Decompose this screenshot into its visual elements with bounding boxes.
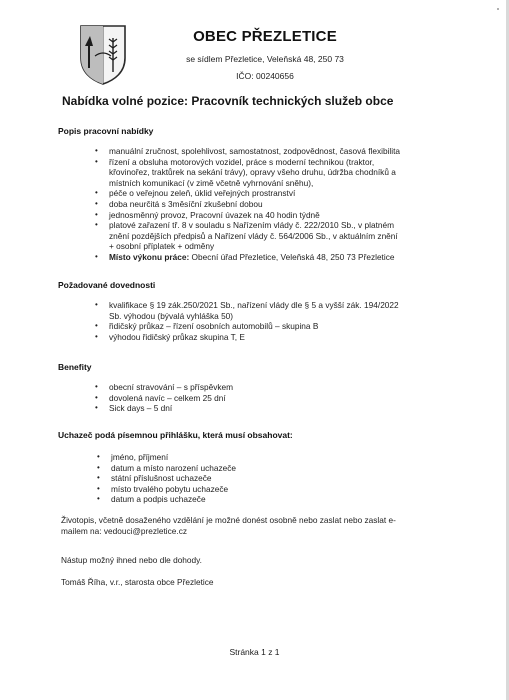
list-item: • řidičský průkaz – řízení osobních automobilů – skupina B [95, 321, 319, 332]
list-item: • jméno, příjmení [97, 452, 169, 462]
list-item-continuation: + osobní příplatek + odměny [109, 241, 215, 252]
prihlaska-list [97, 452, 467, 505]
bullet-icon: • [95, 331, 98, 341]
bullet-icon: • [95, 403, 98, 413]
bullet-icon: • [95, 146, 98, 155]
section-heading-dovednosti: Požadované dovednosti [58, 280, 156, 290]
cv-instructions [61, 515, 441, 537]
list-item-continuation: místních komunikací (v zimě včetně vyhrnování sněhu), [109, 177, 314, 188]
list-item: • výhodou řidičský průkaz skupina T, E [95, 331, 245, 342]
list-item: • obecní stravování – s příspěvkem [95, 382, 234, 392]
letterhead [150, 28, 380, 81]
list-item: • řízení a obsluha motorových vozidel, práce s moderní technikou (traktor, [95, 156, 375, 167]
section-heading-benefity: Benefity [58, 362, 92, 372]
list-item-continuation: křovinořez, traktůrek na sekání trávy), opravy všeho druhu, údržba chodníků a [109, 167, 396, 178]
bullet-icon: • [95, 188, 98, 198]
cv-line-1: Životopis, včetně dosaženého vzdělání je možné donést osobně nebo zaslat nebo zaslat e- [61, 515, 396, 525]
list-item: • péče o veřejnou zeleň, úklid veřejných prostranství [95, 188, 296, 199]
coat-of-arms-emblem [79, 24, 127, 86]
list-item: • platové zařazení tř. 8 v souladu s Nařízením vlády č. 222/2010 Sb., v platném [95, 220, 395, 231]
list-item: • kvalifikace § 19 zák.250/2021 Sb., nařízení vlády dle § 5 a vyšší zák. 194/2022 [95, 300, 399, 310]
list-item-place [95, 252, 465, 263]
page-number: Stránka 1 z 1 [229, 647, 280, 657]
list-item-continuation: znění pozdějších předpisů a Nařízení vlády č. 564/2006 Sb., v aktuálním znění [109, 230, 398, 241]
municipality-address: se sídlem Přezletice, Veleňská 48, 250 73 [186, 54, 344, 64]
bullet-icon: • [97, 473, 100, 483]
bullet-icon: • [95, 392, 98, 402]
bullet-icon: • [97, 483, 100, 493]
section-heading-popis: Popis pracovní nabídky [58, 126, 154, 136]
section-heading-prihlaska: Uchazeč podá písemnou přihlášku, která musí obsahovat: [58, 430, 293, 440]
bullet-icon: • [97, 494, 100, 504]
job-title: Nabídka volné pozice: Pracovník technických služeb obce [62, 94, 394, 108]
place-value: Obecní úřad Přezletice, Veleňská 48, 250 73 Přezletice [189, 251, 395, 262]
start-date-note: Nástup možný ihned nebo dle dohody. [61, 555, 202, 565]
list-item: • Sick days – 5 dní [95, 403, 173, 414]
bullet-icon: • [97, 452, 100, 461]
municipality-ico: IČO: 00240656 [236, 71, 294, 81]
municipality-title: OBEC PŘEZLETICE [193, 28, 337, 45]
benefity-list [95, 382, 465, 414]
bullet-icon: • [95, 251, 98, 261]
list-item: • jednosměnný provoz, Pracovní úvazek na 40 hodin týdně [95, 209, 320, 220]
place-label: Místo výkonu práce: [109, 251, 190, 262]
bullet-icon: • [95, 300, 98, 309]
bullet-icon: • [95, 220, 98, 230]
list-item: • státní příslušnost uchazeče [97, 473, 212, 484]
list-item-continuation: Sb. výhodou (bývalá vyhláška 50) [109, 310, 234, 321]
cv-line-2: mailem na: vedouci@prezletice.cz [61, 525, 188, 536]
list-item: • datum a místo narození uchazeče [97, 462, 236, 473]
bullet-icon: • [95, 198, 98, 208]
bullet-icon: • [95, 321, 98, 331]
list-item: • dovolená navíc – celkem 25 dní [95, 392, 226, 403]
list-item: • manuální zručnost, spolehlivost, samostatnost, zodpovědnost, časová flexibilita [95, 146, 401, 156]
bullet-icon: • [97, 462, 100, 472]
bullet-icon: • [95, 156, 98, 166]
bullet-icon: • [95, 209, 98, 219]
list-item: • doba neurčitá s 3měsíční zkušební dobou [95, 198, 263, 209]
signature-line: Tomáš Říha, v.r., starosta obce Přezletice [61, 577, 214, 587]
dovednosti-list [95, 300, 465, 342]
popis-list [95, 146, 465, 263]
bullet-icon: • [95, 382, 98, 391]
scan-speck [497, 8, 499, 10]
list-item: • datum a podpis uchazeče [97, 494, 206, 505]
list-item: • místo trvalého pobytu uchazeče [97, 483, 229, 494]
